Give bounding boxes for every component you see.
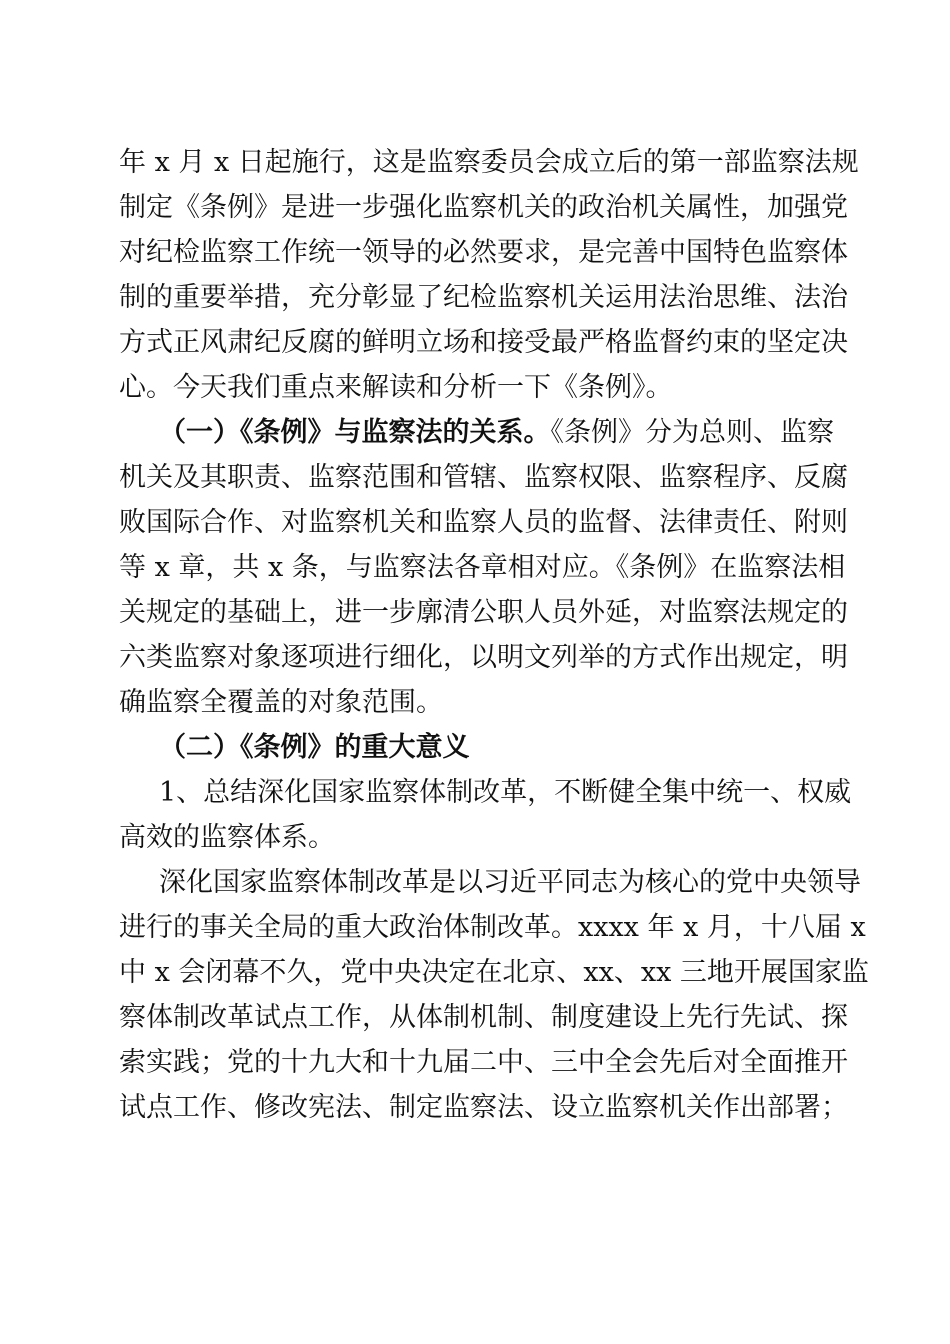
text-line: 中 x 会闭幕不久，党中央决定在北京、xx、xx 三地开展国家监: [119, 957, 869, 988]
text-line: 制定《条例》是进一步强化监察机关的政治机关属性，加强党: [119, 192, 848, 223]
text-line: 1、总结深化国家监察体制改革，不断健全集中统一、权威: [159, 777, 852, 808]
text-line: 六类监察对象逐项进行细化，以明文列举的方式作出规定，明: [119, 642, 848, 673]
text-line: 心。今天我们重点来解读和分析一下《条例》。: [119, 372, 673, 403]
section-heading-two: （二）《条例》的重大意义: [159, 732, 470, 763]
text-line: 年 x 月 x 日起施行，这是监察委员会成立后的第一部监察法规: [119, 147, 859, 178]
text-line: 察体制改革试点工作，从体制机制、制度建设上先行先试、探: [119, 1002, 848, 1033]
text-line: 机关及其职责、监察范围和管辖、监察权限、监察程序、反腐: [119, 462, 848, 493]
text-fragment: 《条例》分为总则、监察: [550, 417, 834, 448]
section-heading-one: （一）《条例》与监察法的关系。: [159, 417, 551, 448]
text-line: 对纪检监察工作统一领导的必然要求，是完善中国特色监察体: [119, 237, 848, 268]
text-line: 败国际合作、对监察机关和监察人员的监督、法律责任、附则: [119, 507, 848, 538]
text-line: 进行的事关全局的重大政治体制改革。xxxx 年 x 月，十八届 x: [119, 912, 866, 943]
text-line: 关规定的基础上，进一步廓清公职人员外延，对监察法规定的: [119, 597, 848, 628]
text-line: 索实践；党的十九大和十九届二中、三中全会先后对全面推开: [119, 1047, 848, 1078]
text-line: 深化国家监察体制改革是以习近平同志为核心的党中央领导: [159, 867, 861, 898]
text-line: 制的重要举措，充分彰显了纪检监察机关运用法治思维、法治: [119, 282, 848, 313]
section-one-first-line: [119, 410, 834, 455]
document-body: [119, 140, 869, 1130]
text-line: 确监察全覆盖的对象范围。: [119, 687, 443, 718]
text-line: 高效的监察体系。: [119, 822, 335, 853]
text-line: 试点工作、修改宪法、制定监察法、设立监察机关作出部署；: [119, 1092, 848, 1123]
text-line: 等 x 章，共 x 条，与监察法各章相对应。《条例》在监察法相: [119, 552, 846, 583]
text-line: 方式正风肃纪反腐的鲜明立场和接受最严格监督约束的坚定决: [119, 327, 848, 358]
